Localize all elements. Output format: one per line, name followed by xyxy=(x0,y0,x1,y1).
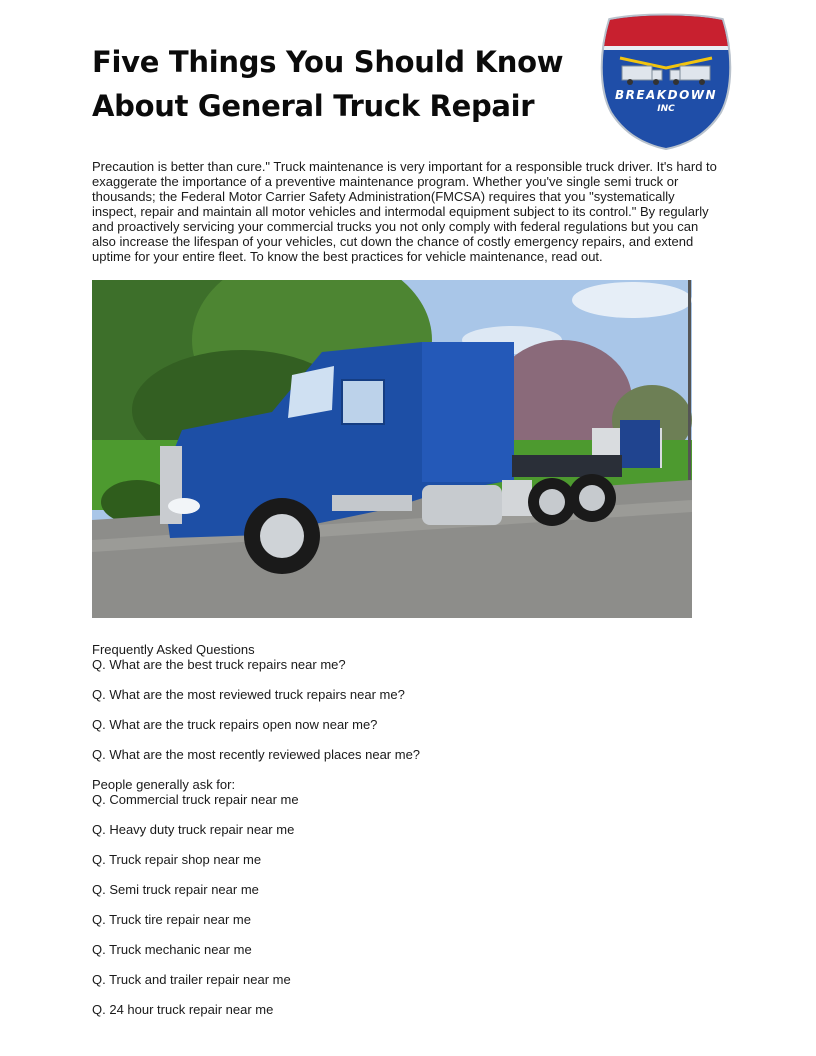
hero-truck-photo xyxy=(92,280,692,618)
people-ask-item: Q. Commercial truck repair near me xyxy=(92,792,299,807)
logo-brand-sub: INC xyxy=(657,104,675,114)
people-ask-item: Q. Heavy duty truck repair near me xyxy=(92,822,295,837)
people-ask-heading: People generally ask for: xyxy=(92,777,236,792)
people-ask-item: Q. Truck mechanic near me xyxy=(92,942,252,957)
page-title xyxy=(92,40,572,128)
faq-question: Q. What are the most recently reviewed places near me? xyxy=(92,747,421,762)
faq-question: Q. What are the truck repairs open now near me? xyxy=(92,717,378,732)
title-line-2: About General Truck Repair xyxy=(92,89,535,123)
faq-section xyxy=(92,642,692,1017)
people-ask-item: Q. Truck and trailer repair near me xyxy=(92,972,291,987)
faq-heading: Frequently Asked Questions xyxy=(92,642,255,657)
people-ask-item: Q. Semi truck repair near me xyxy=(92,882,259,897)
intro-paragraph: Precaution is better than cure." Truck maintenance is very important for a responsible truck driver. It's hard to exaggerate the importance of a preventive maintenance program. Whether you've single semi truck or thousands; the Federal Motor Carrier Safety Administration(FMCSA) requires that you "systematically inspect, repair and maintain all motor vehicles and intermodal equipment subject to its control." By regularly and proactively servicing your commercial trucks you not only comply with federal regulations but you can also increase the lifespan of your vehicles, cut down the chance of costly emergency repairs, and extend uptime for your entire fleet. To know the best practices for vehicle maintenance, read out. xyxy=(92,159,717,264)
title-line-1: Five Things You Should Know xyxy=(92,45,564,79)
people-ask-item: Q. Truck tire repair near me xyxy=(92,912,251,927)
faq-question: Q. What are the most reviewed truck repairs near me? xyxy=(92,687,405,702)
people-ask-item: Q. 24 hour truck repair near me xyxy=(92,1002,274,1017)
logo-brand-word: BREAKDOWN xyxy=(614,88,718,102)
people-ask-item: Q. Truck repair shop near me xyxy=(92,852,262,867)
faq-question: Q. What are the best truck repairs near me? xyxy=(92,657,346,672)
breakdown-logo xyxy=(598,12,734,150)
